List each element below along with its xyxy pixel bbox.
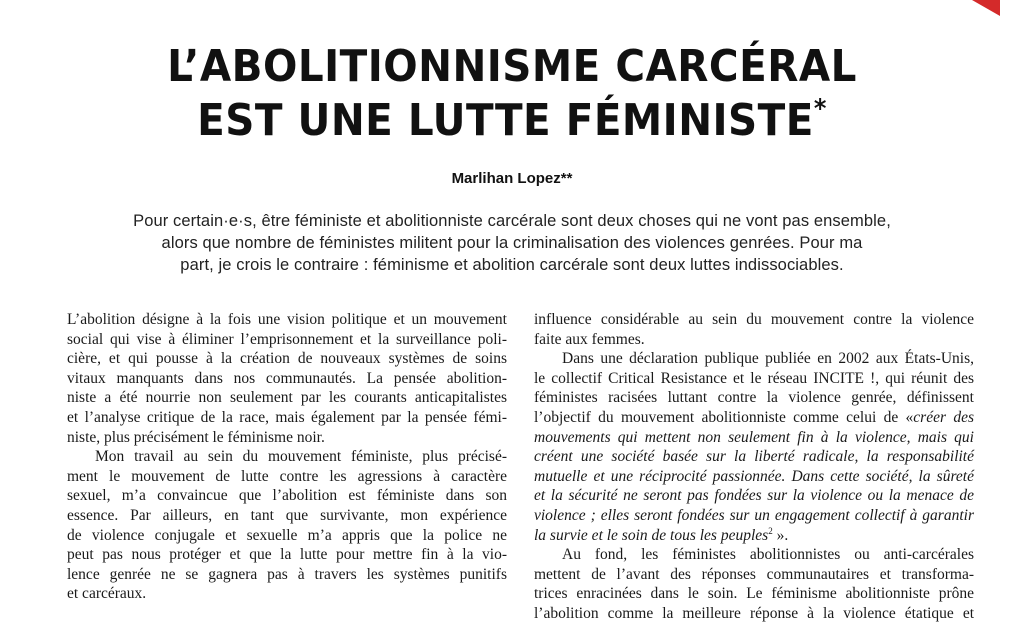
title-line-1: L’ABOLITIONNISME CARCÉRAL [167,41,857,92]
body-line [534,526,974,546]
body-line: cière, et qui pousse à la création de nouveaux systèmes de soins [67,350,507,368]
body-line: peut pas nous protéger et que la lutte pour mettre fin à la vio- [67,546,507,564]
body-line: lence genrée ne se gagnera pas à travers les systèmes punitifs [67,565,507,583]
author-name: Marlihan Lopez** [451,170,573,187]
body-line: et l’analyse critique de la race, mais également par la pensée fémi- [67,408,507,426]
body-line: trices enracinées dans le soin. Le féminisme abolitionniste prône [534,585,974,603]
quote-line: créent une société basée sur la liberté radicale, la responsabilité [534,448,974,466]
title-footnote-marker: * [813,94,827,124]
body-line: Au fond, les féministes abolitionnistes ou anti-carcérales [562,546,974,564]
body-line: Mon travail au sein du mouvement féministe, plus précisé- [95,448,507,466]
body-line: niste, plus précisément le féminisme noir. [67,428,325,446]
quote-line: mouvements qui mettent non seulement fin à la violence, mais qui [534,428,974,446]
body-line: influence considérable au sein du mouvement contre la violence [534,311,974,328]
body-line: sexuel, m’a convaincue que l’abolition est féministe dans son [67,487,507,505]
body-line: social qui vise à éliminer l’emprisonnement et la surveillance poli- [67,330,507,348]
article-title [41,40,983,148]
body-line: niste a été nourrie non seulement par les courants anticapitalistes [67,389,507,407]
corner-accent-mark [972,0,1000,16]
body-line: l’abolition comme la meilleure réponse à la violence étatique et [534,604,974,622]
abstract-line: part, je crois le contraire : féminisme et abolition carcérale sont deux luttes indissociables. [180,256,844,274]
body-column-right [534,310,974,624]
body-line: Dans une déclaration publique publiée en 2002 aux États-Unis, [562,350,974,368]
title-line-2-text: EST UNE LUTTE FÉMINISTE [197,95,814,146]
body-line: mettent de l’avant des réponses communautaires et transforma- [534,565,974,583]
title-line-2 [41,94,983,148]
quote-line: mutuelle et une réciprocité passionnée. Dans cette société, la sûreté [534,467,974,485]
abstract-line: Pour certain·e·s, être féministe et abolitionniste carcérale sont deux choses qui ne vont pas ensemble, [133,212,891,230]
body-line: ment le mouvement de lutte contre les agressions à caractère [67,467,507,485]
body-line: le collectif Critical Resistance et le réseau INCITE !, qui réunit des [534,369,974,387]
body-line [534,408,974,428]
quote-start: créer des [913,408,974,426]
body-line: de violence conjugale et sexuelle m’a appris que la police ne [67,526,507,544]
body-line: essence. Par ailleurs, en tant que survivante, mon expérience [67,506,507,524]
quote-end: la survie et le soin de tous les peuples [534,526,769,544]
quote-close: ». [772,526,789,544]
body-line: féministes racisées luttant contre la violence genrée, définissent [534,389,974,407]
body-line: faite aux femmes. [534,330,645,348]
body-line: L’abolition désigne à la fois une vision politique et un mouvement [67,311,507,328]
quote-intro: l’objectif du mouvement abolitionniste comme celui de « [534,408,914,426]
abstract-line: alors que nombre de féministes militent pour la criminalisation des violences genrées. Pour ma [161,234,863,252]
footnote-ref: 2 [768,525,773,536]
article-abstract [112,210,912,276]
quote-line: violence ; elles seront fondées sur un engagement collectif à garantir [534,506,974,524]
quote-line: et la sécurité ne seront pas fondées sur la violence ou la menace de [534,487,974,505]
body-line: et carcéraux. [67,585,147,603]
body-column-left [67,310,507,604]
body-line: vitaux manquants dans nos communautés. La pensée abolition- [67,369,507,387]
